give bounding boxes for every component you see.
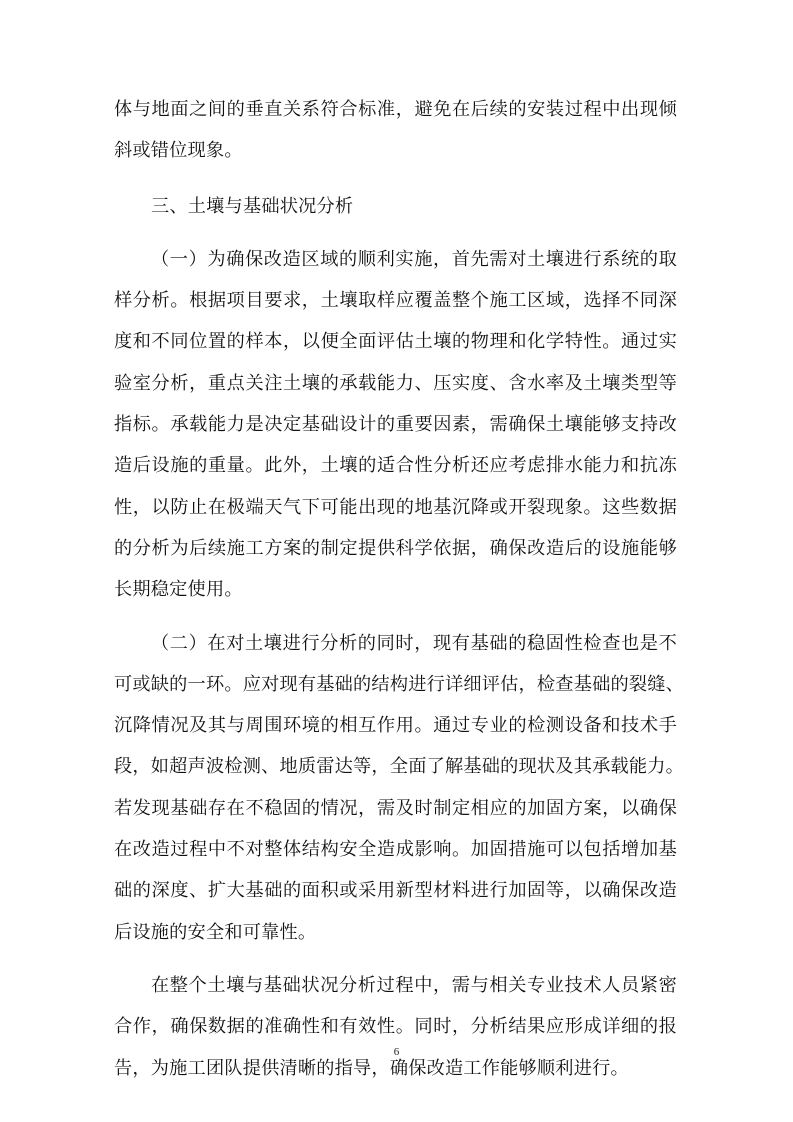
text-line: 体与地面之间的垂直关系符合标准，避免在后续的安装过程中出现倾 [114,99,677,120]
text-line: 合作，确保数据的准确性和有效性。同时，分析结果应形成详细的报 [114,1016,677,1038]
text-line: 的分析为后续施工方案的制定提供科学依据，确保改造后的设施能够 [114,537,677,559]
text-line: （二）在对土壤进行分析的同时，现有基础的稳固性检查也是不 [151,632,677,654]
paragraph-soil-analysis [114,239,677,611]
text-line: （一）为确保改造区域的顺利实施，首先需对土壤进行系统的取 [151,248,677,270]
text-line: 后设施的安全和可靠性。 [114,921,317,943]
text-line: 度和不同位置的样本，以便全面评估土壤的物理和化学特性。通过实 [114,331,677,353]
section-heading: 三、土壤与基础状况分析 [151,195,354,217]
text-line: 沉降情况及其与周围环境的相互作用。通过专业的检测设备和技术手 [114,715,677,737]
text-line: 造后设施的重量。此外，土壤的适合性分析还应考虑排水能力和抗冻 [114,455,677,477]
text-line: 样分析。根据项目要求，土壤取样应覆盖整个施工区域，选择不同深 [114,290,677,312]
text-line: 验室分析，重点关注土壤的承载能力、压实度、含水率及土壤类型等 [114,372,677,394]
page-number: 6 [393,1046,400,1058]
text-line: 可或缺的一环。应对现有基础的结构进行详细评估，检查基础的裂缝、 [114,673,685,695]
text-line: 在改造过程中不对整体结构安全造成影响。加固措施可以包括增加基 [114,839,677,861]
paragraph-continued [114,89,677,172]
text-line: 段，如超声波检测、地质雷达等，全面了解基础的现状及其承载能力。 [114,756,685,778]
text-line: 性，以防止在极端天气下可能出现的地基沉降或开裂现象。这些数据 [114,496,677,518]
text-line: 斜或错位现象。 [114,140,243,162]
paragraph-summary [114,965,677,1089]
body-text [114,89,685,1089]
text-line: 指标。承载能力是决定基础设计的重要因素，需确保土壤能够支持改 [114,414,677,436]
text-line: 若发现基础存在不稳固的情况，需及时制定相应的加固方案，以确保 [114,797,677,819]
paragraph-foundation-check [114,623,685,953]
text-line: 在整个土壤与基础状况分析过程中，需与相关专业技术人员紧密 [151,974,677,996]
text-line: 告，为施工团队提供清晰的指导，确保改造工作能够顺利进行。 [114,1057,629,1079]
text-line: 长期稳定使用。 [114,579,243,601]
text-line: 础的深度、扩大基础的面积或采用新型材料进行加固等，以确保改造 [114,880,677,902]
